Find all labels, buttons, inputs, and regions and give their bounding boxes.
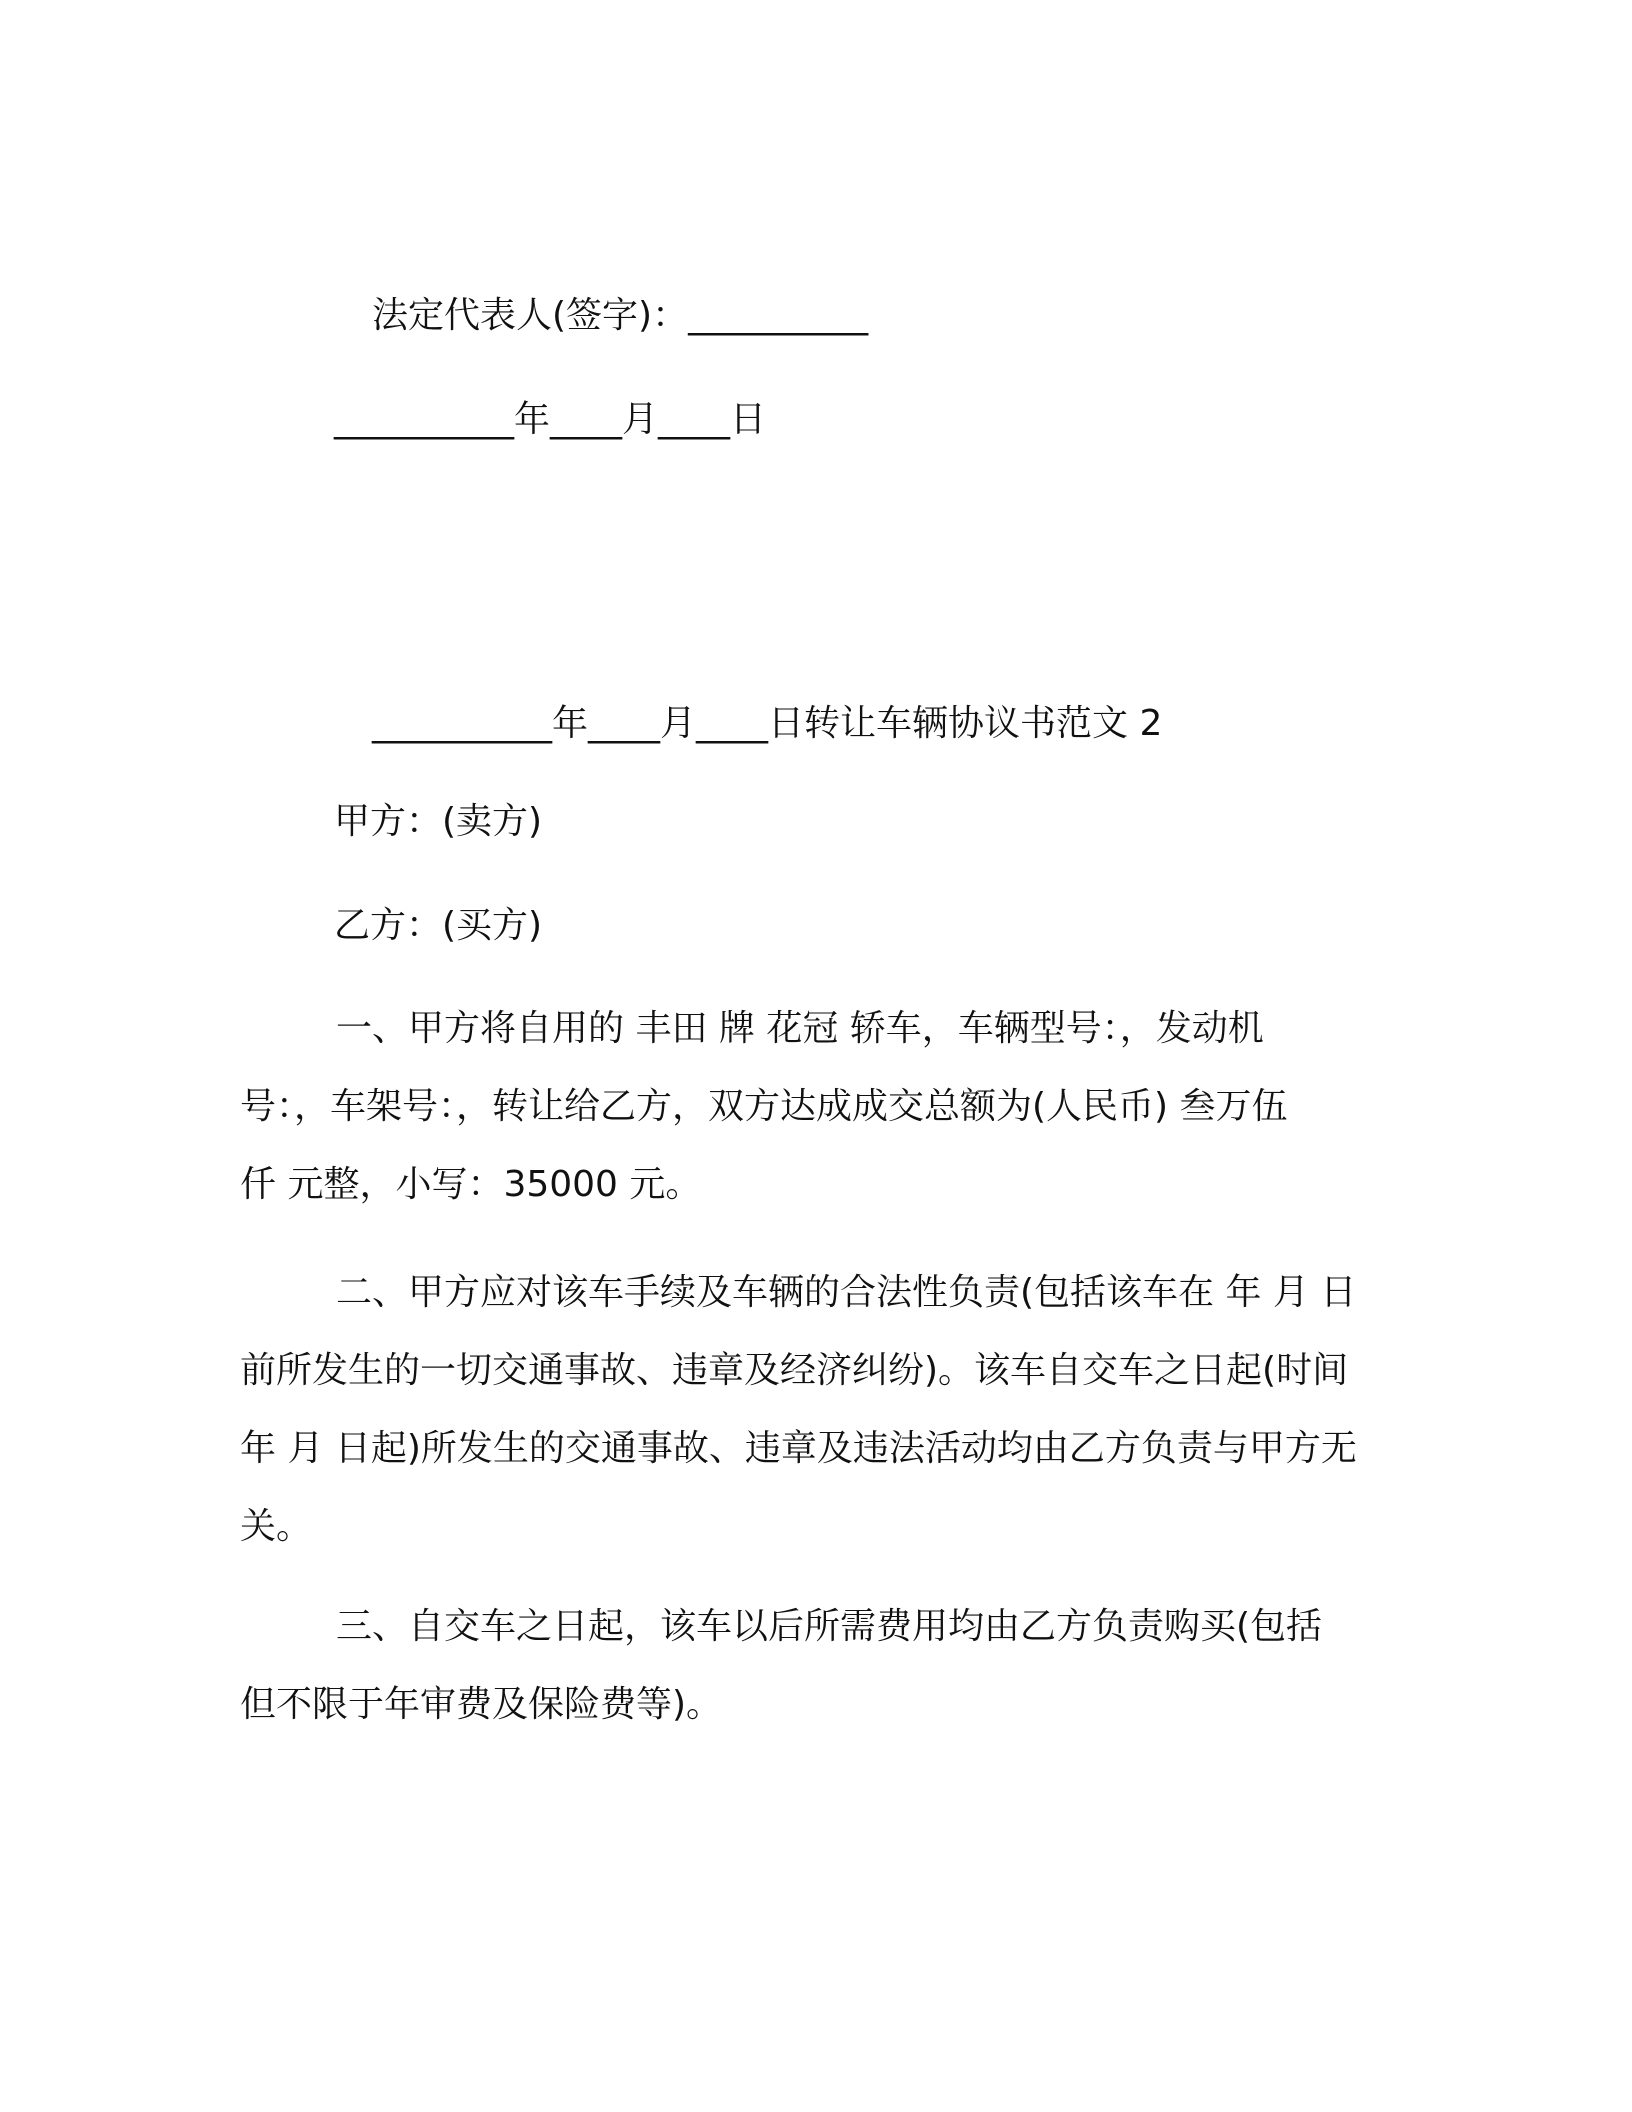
clause-2-line-1: 二、甲方应对该车手续及车辆的合法性负责(包括该车在 年 月 日 (336, 1272, 1357, 1313)
clause-1 (240, 990, 1390, 1224)
clause-1-line-3: 仟 元整，小写：35000 元。 (240, 1164, 702, 1205)
clause-2-line-4: 关。 (240, 1506, 313, 1547)
clause-2-line-2: 前所发生的一切交通事故、违章及经济纠纷)。该车自交车之日起(时间 (240, 1350, 1349, 1391)
clause-1-line-2: 号：，车架号：，转让给乙方，双方达成成交总额为(人民币) 叁万伍 (240, 1086, 1288, 1127)
agreement-title: __________年____月____日转让车辆协议书范文 2 (372, 703, 1163, 744)
signature-date-line: __________年____月____日 (334, 399, 766, 440)
legal-rep-signature-line: 法定代表人(签字)：__________ (372, 295, 869, 336)
clause-2-line-3: 年 月 日起)所发生的交通事故、违章及违法活动均由乙方负责与甲方无 (240, 1428, 1357, 1469)
clause-3-line-2: 但不限于年审费及保险费等)。 (240, 1684, 723, 1725)
clause-3 (240, 1588, 1390, 1744)
party-a-line: 甲方：(卖方) (334, 801, 543, 842)
clause-1-line-1: 一、甲方将自用的 丰田 牌 花冠 轿车，车辆型号：，发动机 (336, 1008, 1264, 1049)
party-b-line: 乙方：(买方) (334, 905, 543, 946)
clause-2 (240, 1254, 1390, 1566)
clause-3-line-1: 三、自交车之日起，该车以后所需费用均由乙方负责购买(包括 (336, 1606, 1323, 1647)
